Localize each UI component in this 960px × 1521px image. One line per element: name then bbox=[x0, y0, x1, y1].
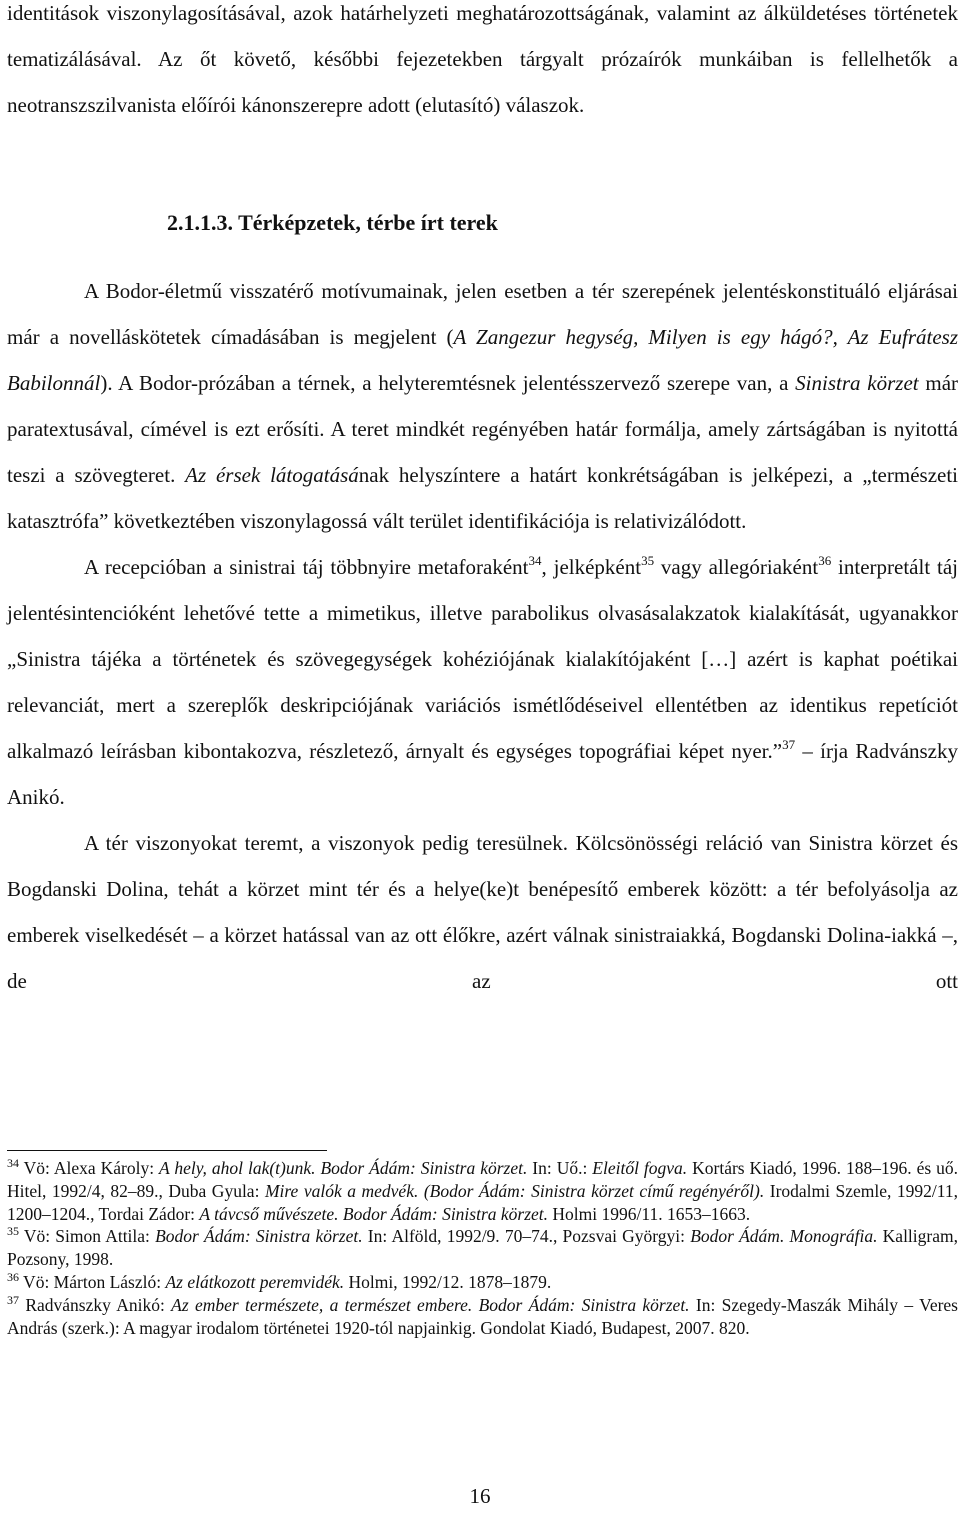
footnote-ref-34: 34 bbox=[528, 553, 542, 568]
paragraph-1: A Bodor-életmű visszatérő motívumainak, jelen esetben a tér szerepének jelentéskonstituáló eljárásai már a novelláskötetek címadásában is megjelent (A Zangezur hegység, Milyen is egy hágó?, Az Eufrátesz Babilonnál). A Bodor-prózában a térnek, a helyteremtésnek jelentésszervező szerepe van, a Sinistra körzet már paratextusával, címével is ezt erősíti. A teret mindkét regényében határ formálja, amely zártságában is nyitottá teszi a szövegteret. Az érsek látogatásának helyszíntere a határt konkrétságában is jelképezi, a „természeti katasztrófa” következtében viszonylagossá vált terület identifikációja is relativizálódott. bbox=[7, 279, 959, 533]
footnote-36: $^{36}$ Vö: Márton László: Az elátkozott peremvidék. Holmi, 1992/12. 1878–1879. bbox=[7, 1269, 552, 1292]
footnote-ref-36: 36 bbox=[818, 553, 832, 568]
footnote-37: $^{37}$ Radvánszky Anikó: Az ember természete, a természet embere. Bodor Ádám: Sinistra körzet. In: Szegedy-Maszák Mihály – Veres András (szerk.): A magyar irodalom történetei 1920-tól napjainkig. Gondolat Kiadó, Budapest, 2007. 820. bbox=[7, 1292, 958, 1338]
footnotes bbox=[7, 1157, 958, 1339]
footnote-ref-35: 35 bbox=[641, 553, 655, 568]
footnote-separator bbox=[7, 1150, 327, 1151]
paragraph-continued bbox=[7, 0, 958, 128]
body-section bbox=[7, 268, 958, 1004]
footnote-ref-37: 37 bbox=[782, 737, 796, 752]
paragraph-3: A tér viszonyokat teremt, a viszonyok pedig teresülnek. Kölcsönösségi reláció van Sinistra körzet és Bogdanski Dolina, tehát a körzet mint tér és a helye(ke)t benépesítő emberek között: a tér befolyásolja az emberek viselkedését – a körzet hatással van az ott élőkre, azért válnak sinistraiakká, Bogdanski Dolina-iakká –, de az ott bbox=[7, 831, 958, 993]
footnote-34: $^{34}$ Vö: Alexa Károly: A hely, ahol lak(t)unk. Bodor Ádám: Sinistra körzet. In: Uő.: Eleitől fogva. Kortárs Kiadó, 1996. 188–196. és uő. Hitel, 1992/4, 82–89., Duba Gyula: Mire valók a medvék. (Bodor Ádám: Sinistra körzet című regényéről). Irodalmi Szemle, 1992/11, 1200–1204., Tordai Zádor: A távcső művészete. Bodor Ádám: Sinistra körzet. Holmi 1996/11. 1653–1663. bbox=[7, 1156, 958, 1224]
section-heading: 2.1.1.3. Térképzetek, térbe írt terek bbox=[167, 210, 498, 235]
paragraph-2: A recepcióban a sinistrai táj többnyire metaforaként$^{34}$, jelképként$^{35}$ vagy allegóriaként$^{36}$ interpretált táj jelentésintencióként lehetővé tette a mimetikus, illetve parabolikus olvasásalakzatok kialakítását, ugyanakkor „Sinistra tájéka a történetek és szövegegységek kohéziójának kialakítójaként […] azért is kaphat poétikai relevanciát, mert a szereplők deskripciójának variációs ismétlődéseivel ellentétben az identikus repetíciót alkalmazó leírásban kibontakozva, részletező, árnyalt és egységes topográfiai képet nyer.”$^{37}$ – írja Radvánszky Anikó. bbox=[7, 553, 959, 809]
footnote-35: $^{35}$ Vö: Simon Attila: Bodor Ádám: Sinistra körzet. In: Alföld, 1992/9. 70–74., Pozsvai Györgyi: Bodor Ádám. Monográfia. Kalligram, Pozsony, 1998. bbox=[7, 1224, 958, 1270]
paragraph-0: identitások viszonylagosításával, azok határhelyzeti meghatározottságának, valamint az álküldetéses történetek tematizálásával. Az őt követő, későbbi fejezetekben tárgyalt prózaírók munkáiban is fellelhetők a neotranszszilvanista előírói kánonszerepre adott (elutasító) válaszok. bbox=[7, 1, 958, 117]
page-number: 16 bbox=[469, 1484, 491, 1508]
